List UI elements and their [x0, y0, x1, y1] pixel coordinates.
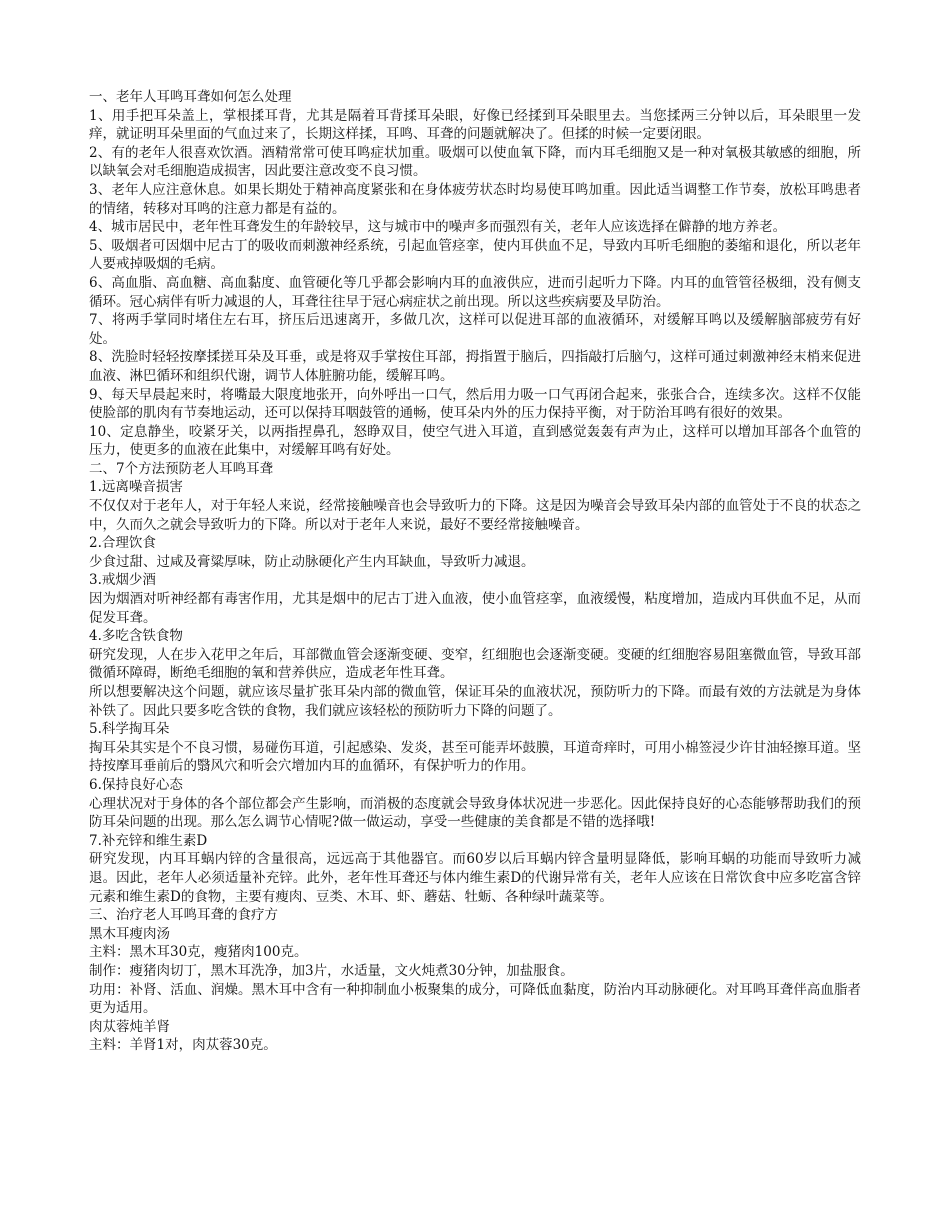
paragraph: 所以想要解决这个问题，就应该尽量扩张耳朵内部的微血管，保证耳朵的血液状况，预防听力的下降。而最有效的方法就是为身体补铁了。因此只要多吃含铁的食物，我们就应该轻松的预防听力下降的问题了。	[89, 684, 861, 719]
paragraph: 主料：羊肾1对，肉苁蓉30克。	[89, 1037, 277, 1054]
paragraph: 1、用手把耳朵盖上，掌根揉耳背，尤其是隔着耳背揉耳朵眼，好像已经揉到耳朵眼里去。当您揉两三分钟以后，耳朵眼里一发痒，就证明耳朵里面的气血过来了，长期这样揉，耳鸣、耳聋的问题就解决了。但揉的时候一定要闭眼。	[89, 107, 861, 143]
section-heading: 二、7个方法预防老人耳鸣耳聋	[89, 460, 274, 477]
subheading: 4.多吃含铁食物	[89, 628, 183, 645]
paragraph: 8、洗脸时轻轻按摩揉搓耳朵及耳垂，或是将双手掌按住耳部，拇指置于脑后，四指敲打后脑勺，这样可通过刺激神经末梢来促进血液、淋巴循环和组织代谢，调节人体脏腑功能，缓解耳鸣。	[89, 349, 861, 384]
paragraph: 9、每天早晨起来时，将嘴最大限度地张开，向外呼出一口气，然后用力吸一口气再闭合起来，张张合合，连续多次。这样不仅能使脸部的肌肉有节奏地运动，还可以保持耳咽鼓管的通畅，使耳朵内外的压力保持平衡，对于防治耳鸣有很好的效果。	[89, 386, 861, 422]
paragraph: 6、高血脂、高血糖、高血黏度、血管硬化等几乎都会影响内耳的血液供应，进而引起听力下降。内耳的血管管径极细，没有侧支循环。冠心病伴有听力减退的人，耳聋往往早于冠心病症状之前出现。所以这些疾病要及早防治。	[89, 274, 861, 310]
paragraph: 功用：补肾、活血、润燥。黑木耳中含有一种抑制血小板聚集的成分，可降低血黏度，防治内耳动脉硬化。对耳鸣耳聋伴高血脂者更为适用。	[89, 981, 861, 1017]
paragraph: 3、老年人应注意休息。如果长期处于精神高度紧张和在身体疲劳状态时均易使耳鸣加重。因此适当调整工作节奏，放松耳鸣患者的情绪，转移对耳鸣的注意力都是有益的。	[89, 181, 861, 217]
paragraph: 研究发现，人在步入花甲之年后，耳部微血管会逐渐变硬、变窄，红细胞也会逐渐变硬。变硬的红细胞容易阻塞微血管，导致耳部微循环障碍，断绝毛细胞的氧和营养供应，造成老年性耳聋。	[89, 646, 861, 682]
subheading: 6.保持良好心态	[89, 776, 183, 793]
paragraph: 研究发现，内耳耳蜗内锌的含量很高，远远高于其他器官。而60岁以后耳蜗内锌含量明显降低，影响耳蜗的功能而导致听力减退。因此，老年人必须适量补充锌。此外，老年性耳聋还与体内维生素D的代谢异常有关，老年人应该在日常饮食中应多吃富含锌元素和维生素D的食物，主要有瘦肉、豆类、木耳、虾、蘑菇、牡蛎、各种绿叶蔬菜等。	[89, 851, 861, 905]
paragraph: 不仅仅对于老年人，对于年轻人来说，经常接触噪音也会导致听力的下降。这是因为噪音会导致耳朵内部的血管处于不良的状态之中，久而久之就会导致听力的下降。所以对于老年人来说，最好不要经常接触噪音。	[89, 498, 861, 533]
paragraph: 掏耳朵其实是个不良习惯，易碰伤耳道，引起感染、发炎，甚至可能弄坏鼓膜，耳道奇痒时，可用小棉签浸少许甘油轻擦耳道。坚持按摩耳垂前后的翳风穴和听会穴增加内耳的血循环，有保护听力的作用。	[89, 739, 861, 775]
recipe-title: 黑木耳瘦肉汤	[89, 925, 170, 942]
paragraph: 4、城市居民中，老年性耳聋发生的年龄较早，这与城市中的噪声多而强烈有关，老年人应该选择在僻静的地方养老。	[89, 219, 787, 236]
section-heading: 三、治疗老人耳鸣耳聋的食疗方	[89, 907, 278, 924]
paragraph: 2、有的老年人很喜欢饮酒。酒精常常可使耳鸣症状加重。吸烟可以使血氧下降，而内耳毛细胞又是一种对氧极其敏感的细胞，所以缺氧会对毛细胞造成损害，因此要注意改变不良习惯。	[89, 144, 861, 180]
paragraph: 10、定息静坐，咬紧牙关，以两指捏鼻孔，怒睁双目，使空气进入耳道，直到感觉轰轰有声为止，这样可以增加耳部各个血管的压力，使更多的血液在此集中，对缓解耳鸣有好处。	[89, 423, 861, 459]
subheading: 1.远离噪音损害	[89, 479, 183, 496]
subheading: 3.戒烟少酒	[89, 572, 156, 589]
paragraph: 主料：黑木耳30克，瘦猪肉100克。	[89, 944, 308, 961]
subheading: 7.补充锌和维生素D	[89, 832, 208, 849]
document-body	[89, 88, 861, 1055]
paragraph: 心理状况对于身体的各个部位都会产生影响，而消极的态度就会导致身体状况进一步恶化。因此保持良好的心态能够帮助我们的预防耳朵问题的出现。那么怎么调节心情呢?做一做运动，享受一些健康的美食都是不错的选择哦!	[89, 795, 861, 831]
subheading: 5.科学掏耳朵	[89, 721, 170, 738]
paragraph: 7、将两手掌同时堵住左右耳，挤压后迅速离开，多做几次，这样可以促进耳部的血液循环，对缓解耳鸣以及缓解脑部疲劳有好处。	[89, 312, 861, 347]
recipe-title: 肉苁蓉炖羊肾	[89, 1018, 170, 1035]
paragraph: 5、吸烟者可因烟中尼古丁的吸收而刺激神经系统，引起血管痉挛，使内耳供血不足，导致内耳听毛细胞的萎缩和退化，所以老年人要戒掉吸烟的毛病。	[89, 237, 861, 273]
section-heading: 一、老年人耳鸣耳聋如何怎么处理	[89, 89, 292, 105]
paragraph: 制作：瘦猪肉切丁，黑木耳洗净，加3片，水适量，文火炖煮30分钟，加盐服食。	[89, 962, 574, 979]
subheading: 2.合理饮食	[89, 535, 156, 552]
paragraph: 少食过甜、过咸及膏粱厚味，防止动脉硬化产生内耳缺血，导致听力减退。	[89, 553, 535, 570]
paragraph: 因为烟酒对听神经都有毒害作用，尤其是烟中的尼古丁进入血液，使小血管痉挛，血液缓慢，粘度增加，造成内耳供血不足，从而促发耳聋。	[89, 591, 861, 626]
